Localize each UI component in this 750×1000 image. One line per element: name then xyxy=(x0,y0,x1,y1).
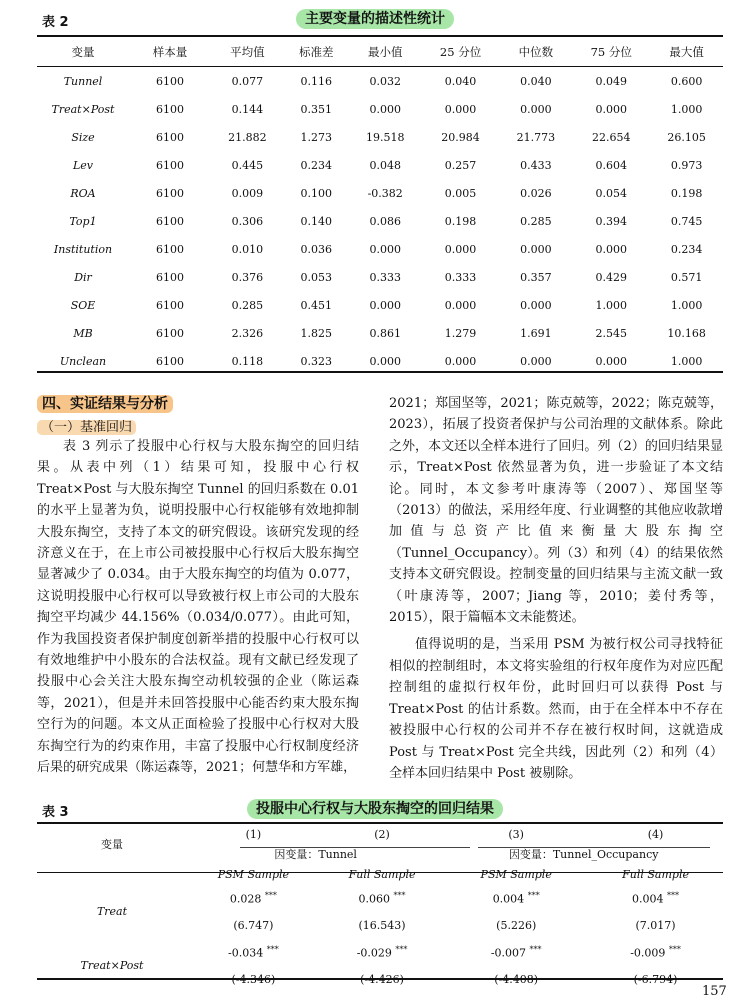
regression-table xyxy=(37,824,723,992)
table3-var-header: 变量 xyxy=(101,838,123,851)
table2-cell: 0.036 xyxy=(300,242,333,256)
table2-cell: 0.973 xyxy=(670,158,703,172)
significance-stars: *** xyxy=(527,890,540,900)
table2-label: 表 2 xyxy=(42,15,69,30)
table2-cell: 0.000 xyxy=(520,354,552,368)
table3-tstat: (-4.346) xyxy=(231,972,276,986)
table2-cell: 1.000 xyxy=(670,298,703,312)
significance-stars: *** xyxy=(266,944,279,954)
table3-tstat: (7.017) xyxy=(635,918,676,932)
table3-coef xyxy=(320,938,445,966)
table2-cell: 26.105 xyxy=(667,130,706,144)
table2-cell: 0.049 xyxy=(595,74,627,88)
right-column xyxy=(389,393,723,784)
table2-var-name: Dir xyxy=(74,270,92,284)
table2-cell: 0.333 xyxy=(369,270,401,284)
table2-row xyxy=(37,291,723,319)
table3-coef xyxy=(187,884,320,912)
table2-cell: 0.032 xyxy=(369,74,401,88)
table2-cell: 0.048 xyxy=(369,158,401,172)
table2-var-name: MB xyxy=(73,326,93,340)
subsection-heading-wrap xyxy=(37,416,136,435)
table2-cell: 0.234 xyxy=(300,158,333,172)
table2-cell: 6100 xyxy=(156,326,184,340)
table2-cell: 0.285 xyxy=(231,298,264,312)
table3-dep-var-1: 因变量：Tunnel xyxy=(274,848,357,861)
table2-cell: 6100 xyxy=(156,74,184,88)
table3-sample: PSM Sample xyxy=(217,867,290,881)
coef-value: -0.034 xyxy=(228,946,264,960)
table3-col-number: (1) xyxy=(245,827,262,841)
table3-dep-var-2: 因变量：Tunnel_Occupancy xyxy=(508,848,659,861)
table2-cell: 10.168 xyxy=(667,326,706,340)
significance-stars: *** xyxy=(393,890,406,900)
table3-tstat: (5.226) xyxy=(496,918,537,932)
table2-row xyxy=(37,207,723,235)
table2-cell: 0.351 xyxy=(300,102,333,116)
table2-cell: 0.861 xyxy=(369,326,401,340)
table2-cell: 21.882 xyxy=(228,130,267,144)
table2-cell: 6100 xyxy=(156,130,184,144)
table3-sample: Full Sample xyxy=(348,867,416,881)
table2-row xyxy=(37,123,723,151)
table2-cell: 0.100 xyxy=(300,186,333,200)
table3-coef-row xyxy=(37,938,723,966)
table2-cell: 0.009 xyxy=(231,186,264,200)
table3-col-number: (3) xyxy=(508,827,524,841)
table2-row xyxy=(37,95,723,123)
significance-stars: *** xyxy=(668,944,681,954)
table3-coef-row xyxy=(37,884,723,912)
table2-col-header: 最大值 xyxy=(669,45,704,59)
table2-cell: 0.116 xyxy=(300,74,333,88)
table2-col-header: 变量 xyxy=(71,45,95,59)
table2-cell: 6100 xyxy=(156,102,184,116)
table2-cell: 0.000 xyxy=(520,298,552,312)
table2-var-name: Tunnel xyxy=(63,74,103,88)
significance-stars: *** xyxy=(667,890,680,900)
table2-cell: 0.054 xyxy=(595,186,627,200)
table2-cell: 1.691 xyxy=(520,326,552,340)
table2-var-name: ROA xyxy=(70,186,96,200)
table2-cell: 0.000 xyxy=(369,242,401,256)
table3-var-name: Treat×Post xyxy=(80,958,144,972)
section-heading-wrap xyxy=(37,393,173,413)
table2-cell: 0.000 xyxy=(444,242,477,256)
table2-cell: 0.433 xyxy=(520,158,552,172)
table2-cell: 1.825 xyxy=(300,326,333,340)
table3-sample: Full Sample xyxy=(622,867,689,881)
table2-title: 主要变量的描述性统计 xyxy=(296,9,454,29)
table2-col-header: 25 分位 xyxy=(439,45,482,59)
table2-cell: 0.000 xyxy=(369,102,401,116)
table2-cell: 0.323 xyxy=(300,354,333,368)
table2-cell: 1.000 xyxy=(670,354,703,368)
table2-header-row xyxy=(37,37,723,67)
table3-tstat: (-6.794) xyxy=(633,972,678,986)
table2-cell: 0.600 xyxy=(670,74,703,88)
table2-cell: 2.326 xyxy=(231,326,264,340)
table2-cell: 0.357 xyxy=(520,270,552,284)
table2-cell: 0.451 xyxy=(300,298,333,312)
table2-col-header: 中位数 xyxy=(518,45,554,59)
table2-cell: 21.773 xyxy=(516,130,556,144)
table3-coef xyxy=(444,884,588,912)
coef-value: 0.028 xyxy=(229,892,262,906)
significance-stars: *** xyxy=(529,944,542,954)
table2-cell: 0.000 xyxy=(444,354,477,368)
table2-cell: 20.984 xyxy=(441,130,480,144)
table2-cell: 0.000 xyxy=(595,242,627,256)
table3-colnum-row xyxy=(37,824,723,844)
table2-col-header: 平均值 xyxy=(230,45,265,59)
table2-row xyxy=(37,179,723,207)
table2-var-name: Lev xyxy=(72,158,94,172)
table3-sample-row xyxy=(37,864,723,884)
table2-cell: 0.000 xyxy=(369,298,401,312)
coef-value: 0.004 xyxy=(492,892,525,906)
section-heading: 四、实证结果与分析 xyxy=(37,395,173,413)
subsection-heading: （一）基准回归 xyxy=(37,420,136,435)
table2-cell: 0.745 xyxy=(670,214,703,228)
table3-title-wrap xyxy=(0,798,750,818)
table2-cell: 0.333 xyxy=(444,270,477,284)
table2-col-header: 最小值 xyxy=(367,45,403,59)
table2-cell: 0.306 xyxy=(231,214,264,228)
table2-cell: 0.234 xyxy=(670,242,703,256)
coef-value: 0.060 xyxy=(358,892,391,906)
table2-var-name: Institution xyxy=(53,242,113,256)
table3-tstat: (16.543) xyxy=(358,918,406,932)
coef-value: -0.007 xyxy=(490,946,527,960)
table2-cell: 0.026 xyxy=(520,186,552,200)
table2-cell: 0.285 xyxy=(520,214,552,228)
table2-var-name: SOE xyxy=(70,298,96,312)
table2-cell: 0.000 xyxy=(595,354,627,368)
left-column xyxy=(37,436,359,779)
table2-cell: 1.000 xyxy=(670,102,703,116)
table2-cell: 0.144 xyxy=(231,102,264,116)
table2-cell: 0.140 xyxy=(300,214,333,228)
table2-cell: 0.000 xyxy=(595,102,627,116)
table2-cell: 6100 xyxy=(156,354,184,368)
table2-cell: 0.445 xyxy=(231,158,264,172)
page-number: 157 xyxy=(702,984,727,999)
table2-cell: 0.086 xyxy=(369,214,401,228)
table2-cell: 0.604 xyxy=(595,158,627,172)
table2-cell: 0.571 xyxy=(670,270,703,284)
table3-coef xyxy=(588,938,723,966)
significance-stars: *** xyxy=(264,890,277,900)
table3-label: 表 3 xyxy=(42,805,69,820)
table2-col-header: 标准差 xyxy=(299,45,334,59)
table3-coef xyxy=(588,884,723,912)
table2-row xyxy=(37,67,723,95)
coef-value: 0.004 xyxy=(632,892,664,906)
table2-cell: 0.000 xyxy=(444,102,477,116)
table2-cell: 1.273 xyxy=(300,130,333,144)
table3-tstat: (-4.426) xyxy=(360,972,404,986)
table2-cell: 0.118 xyxy=(231,354,264,368)
table3-tstat: (-4.408) xyxy=(494,972,539,986)
table2-cell: -0.382 xyxy=(367,186,403,200)
significance-stars: *** xyxy=(395,944,408,954)
table2-cell: 1.000 xyxy=(595,298,627,312)
table3-body xyxy=(37,884,723,992)
table2-row xyxy=(37,235,723,263)
table2-cell: 0.077 xyxy=(231,74,264,88)
table2-col-header: 75 分位 xyxy=(590,45,632,59)
table2-cell: 0.429 xyxy=(595,270,627,284)
table2-cell: 0.376 xyxy=(231,270,264,284)
table2-var-name: Size xyxy=(71,130,95,144)
table3-tstat: (6.747) xyxy=(233,918,274,932)
table2-cell: 0.000 xyxy=(520,242,552,256)
table2-var-name: Unclean xyxy=(59,354,107,368)
table2-var-name: Treat×Post xyxy=(51,102,115,116)
table3-var-name: Treat xyxy=(96,904,128,918)
table3-sample: PSM Sample xyxy=(480,867,552,881)
table2-cell: 2.545 xyxy=(595,326,627,340)
table2-cell: 6100 xyxy=(156,270,184,284)
coef-value: -0.009 xyxy=(630,946,666,960)
table3-col-number: (4) xyxy=(647,827,664,841)
table2-var-name: Top1 xyxy=(69,214,97,228)
table2-cell: 19.518 xyxy=(365,130,405,144)
table2-cell: 0.053 xyxy=(300,270,333,284)
table2-cell: 0.257 xyxy=(444,158,477,172)
table2-cell: 6100 xyxy=(156,214,184,228)
descriptive-stats-table xyxy=(37,37,723,375)
table2-row xyxy=(37,347,723,375)
table2-cell: 0.040 xyxy=(444,74,477,88)
table2-cell: 0.198 xyxy=(444,214,477,228)
right-paragraph-1: 2021；郑国坚等，2021；陈克兢等，2022；陈克兢等，2023），拓展了投资者保护与公司治理的文献体系。除此之外，本文还以全样本进行了回归。列（2）的回归结果显示，Treat×Post 依然显著为负，进一步验证了本文结论。同时，本文参考叶康涛等（2007）、郑国坚等（2013）的做法，采用经年度、行业调整的其他应收款增加值与总资产比值来衡量大股东掏空（Tunnel_Occupancy）。列（3）和列（4）的结果依然支持本文研究假设。控制变量的回归结果与主流文献一致（叶康涛等，2007；Jiang 等，2010；姜付秀等，2015），限于篇幅本文未能赘述。 xyxy=(389,396,723,626)
table2-cell: 22.654 xyxy=(591,130,631,144)
table2-cell: 6100 xyxy=(156,158,184,172)
left-paragraph-1: 表 3 列示了投服中心行权与大股东掏空的回归结果。从表中列（1）结果可知，投服中心行权 Treat×Post 与大股东掏空 Tunnel 的回归系数在 0.01 的水平上显著为负，说明投服中心行权能够有效地抑制大股东掏空，支持了本文的研究假设。该研究发现的经济意义在于，在上市公司被投服中心行权后大股东掏空显著减少了 0.034。由于大股东掏空的均值为 0.077，这说明投服中心行权可以导致被行权上市公司的大股东掏空平均减少 44.156%（0.034/0.077）。由此可知，作为我国投资者保护制度创新举措的投服中心行权可以有效地维护中小股东的合法权益。现有文献已经发现了投服中心会关注大股东掏空动机较强的企业（陈运森等，2021），但是并未回答投服中心能否约束大股东掏空行为的问题。本文从正面检验了投服中心行权对大股东掏空行为的约束作用，丰富了投服中心行权制度经济后果的研究成果（陈运森等，2021；何慧华和方军雄， xyxy=(37,439,359,776)
table2-cell: 0.005 xyxy=(444,186,477,200)
table2-row xyxy=(37,263,723,291)
table2-cell: 0.394 xyxy=(595,214,627,228)
table2-cell: 0.010 xyxy=(231,242,264,256)
table2-cell: 6100 xyxy=(156,298,184,312)
table2-row xyxy=(37,319,723,347)
table2-cell: 0.000 xyxy=(520,102,552,116)
table2-cell: 0.198 xyxy=(670,186,703,200)
table2-cell: 6100 xyxy=(156,242,184,256)
table2-cell: 1.279 xyxy=(444,326,477,340)
table2-row xyxy=(37,151,723,179)
right-paragraph-2: 值得说明的是，当采用 PSM 为被行权公司寻找特征相似的控制组时，本文将实验组的行权年度作为对应匹配控制组的虚拟行权年份，此时回归可以获得 Post 与 Treat×Post 的估计系数。然而，由于在全样本中不存在被投服中心行权的公司并不存在被行权时间，这就造成 Post 与 Treat×Post 完全共线，因此列（2）和列（4）全样本回归结果中 Post 被剔除。 xyxy=(389,637,723,781)
table3-coef xyxy=(187,938,320,966)
table3-coef xyxy=(320,884,445,912)
table2-cell: 0.000 xyxy=(369,354,401,368)
table3-coef xyxy=(444,938,588,966)
table2-body xyxy=(37,67,723,375)
table2-col-header: 样本量 xyxy=(152,45,188,59)
table2-title-wrap xyxy=(0,8,750,28)
table2-cell: 0.040 xyxy=(520,74,552,88)
coef-value: -0.029 xyxy=(356,946,392,960)
table3-col-number: (2) xyxy=(374,827,390,841)
table2-cell: 0.000 xyxy=(444,298,477,312)
table3-title: 投服中心行权与大股东掏空的回归结果 xyxy=(247,799,503,819)
table2-cell: 6100 xyxy=(156,186,184,200)
